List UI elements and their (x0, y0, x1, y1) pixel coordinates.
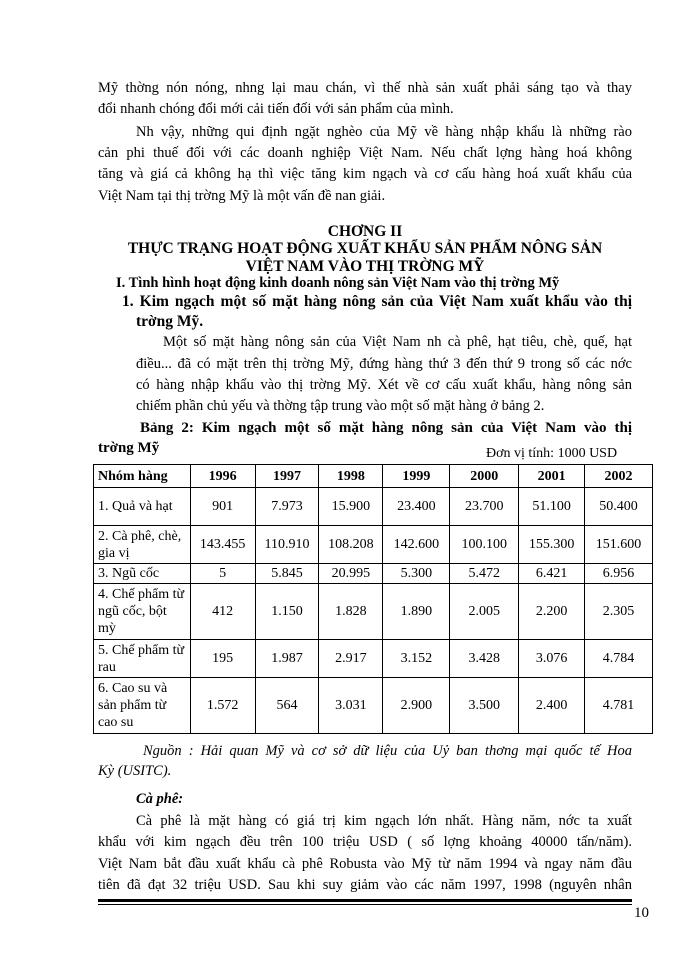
body-line: Cà phê là mặt hàng có giá trị kim ngạch lớn nhất. Hàng năm, nớc ta xuất (136, 813, 632, 829)
table-cell: 4.781 (585, 678, 653, 734)
body-line: khẩu với kim ngạch đều trên 100 triệu USD ( số lợng khoảng 40000 tấn/năm). (98, 834, 632, 850)
table-cell: 1.828 (319, 584, 383, 640)
table-cell: 6.421 (519, 564, 585, 584)
table-cell: 5 (190, 564, 255, 584)
table-header-cell: 2000 (450, 465, 519, 488)
table-header-cell: 1997 (255, 465, 319, 488)
table-caption: Bảng 2: Kim ngạch một số mặt hàng nông sản của Việt Nam vào thị (140, 420, 632, 436)
intro-line: Nh vậy, những qui định ngặt nghèo của Mỹ về hàng nhập khẩu là những rào (136, 124, 632, 140)
table-row (94, 584, 653, 640)
table-cell: 2.305 (585, 584, 653, 640)
source-note: Kỳ (USITC). (98, 763, 172, 779)
table-cell: 2.400 (519, 678, 585, 734)
row-label: 4. Chế phẩm từ ngũ cốc, bột mỳ (94, 584, 191, 640)
page-number: 10 (634, 905, 649, 921)
table-cell: 901 (190, 488, 255, 526)
chapter-label: CHƠNG II (327, 223, 403, 240)
body-line: Việt Nam bắt đầu xuất khẩu cà phê Robusta vào Mỹ từ năm 1994 và ngay năm đầu (98, 856, 632, 872)
table-header-cell: 1996 (190, 465, 255, 488)
table-cell: 143.455 (190, 526, 255, 564)
table-cell: 51.100 (519, 488, 585, 526)
table-header-cell: 1998 (319, 465, 383, 488)
footer-rule (98, 899, 632, 902)
table-cell: 155.300 (519, 526, 585, 564)
table-row (94, 526, 653, 564)
table-row (94, 678, 653, 734)
chapter-title: VIỆT NAM VÀO THỊ TRỜNG MỸ (245, 258, 485, 275)
export-table (93, 464, 653, 734)
table-cell: 3.500 (450, 678, 519, 734)
table-cell: 7.973 (255, 488, 319, 526)
body-line: điều... đã có mặt trên thị trờng Mỹ, đứng hàng thứ 3 đến thứ 9 trong số các nớc (136, 356, 632, 372)
table-cell: 195 (190, 640, 255, 678)
table-header-cell: 1999 (383, 465, 450, 488)
section-heading: I. Tình hình hoạt động kinh doanh nông sản Việt Nam vào thị trờng Mỹ (116, 275, 560, 291)
source-note: Nguồn : Hải quan Mỹ và cơ sở dữ liệu của Uỷ ban thơng mại quốc tế Hoa (143, 743, 632, 759)
table-cell: 1.572 (190, 678, 255, 734)
intro-line: đổi nhanh chóng đổi mới cải tiến đối với sản phẩm của mình. (98, 101, 454, 117)
table-cell: 2.200 (519, 584, 585, 640)
table-cell: 3.428 (450, 640, 519, 678)
table-cell: 412 (190, 584, 255, 640)
table-header-cell: Nhóm hàng (94, 465, 191, 488)
row-label: 3. Ngũ cốc (94, 564, 191, 584)
table-cell: 151.600 (585, 526, 653, 564)
body-line: tiên đã đạt 32 triệu USD. Sau khi suy giảm vào các năm 1997, 1998 (nguyên nhân (98, 877, 632, 893)
table-cell: 5.845 (255, 564, 319, 584)
table-cell: 23.400 (383, 488, 450, 526)
body-line: chiếm phần chủ yếu và thờng tập trung vào một số mặt hàng ở bảng 2. (136, 398, 545, 414)
table-cell: 1.987 (255, 640, 319, 678)
table-cell: 3.031 (319, 678, 383, 734)
table-header-cell: 2002 (585, 465, 653, 488)
table-cell: 5.300 (383, 564, 450, 584)
footer-rule (98, 904, 632, 905)
table-cell: 4.784 (585, 640, 653, 678)
table-cell: 50.400 (585, 488, 653, 526)
table-cell: 2.900 (383, 678, 450, 734)
table-cell: 564 (255, 678, 319, 734)
coffee-heading: Cà phê: (136, 791, 184, 807)
row-label: 5. Chế phẩm từ rau (94, 640, 191, 678)
table-cell: 2.005 (450, 584, 519, 640)
table-cell: 100.100 (450, 526, 519, 564)
chapter-title: THỰC TRẠNG HOẠT ĐỘNG XUẤT KHẨU SẢN PHẨM NÔNG SẢN (127, 240, 603, 257)
table-cell: 6.956 (585, 564, 653, 584)
body-line: có hàng nhập khẩu vào thị trờng Mỹ. Xét về cơ cấu xuất khẩu, hàng nông sản (136, 377, 632, 393)
intro-line: cản phi thuế đối với các doanh nghiệp Việt Nam. Nếu chất lợng hàng hoá không (98, 145, 632, 161)
table-row (94, 488, 653, 526)
table-cell: 1.890 (383, 584, 450, 640)
table-cell: 5.472 (450, 564, 519, 584)
intro-line: tăng và giá cả không hạ thì việc tăng kim ngạch và cơ cấu hàng hoá xuất khẩu của (98, 166, 632, 182)
table-cell: 3.076 (519, 640, 585, 678)
row-label: 2. Cà phê, chè, gia vị (94, 526, 191, 564)
table-cell: 15.900 (319, 488, 383, 526)
body-line: Một số mặt hàng nông sản của Việt Nam nh cà phê, hạt tiêu, chè, quế, hạt (163, 334, 632, 350)
table-cell: 142.600 (383, 526, 450, 564)
table-cell: 20.995 (319, 564, 383, 584)
subsection-heading: 1. Kim ngạch một số mặt hàng nông sản của Việt Nam xuất khẩu vào thị (122, 293, 632, 310)
row-label: 6. Cao su và sản phẩm từ cao su (94, 678, 191, 734)
table-header-cell: 2001 (519, 465, 585, 488)
intro-line: Việt Nam tại thị trờng Mỹ là một vấn đề nan giải. (98, 188, 386, 204)
table-cell: 110.910 (255, 526, 319, 564)
intro-line: Mỹ thờng nón nóng, nhng lại mau chán, vì thế nhà sản xuất phải sáng tạo và thay (98, 80, 632, 96)
unit-label: Đơn vị tính: 1000 USD (486, 446, 618, 461)
table-cell: 23.700 (450, 488, 519, 526)
table-header-row (94, 465, 653, 488)
table-cell: 3.152 (383, 640, 450, 678)
row-label: 1. Quả và hạt (94, 488, 191, 526)
table-cell: 1.150 (255, 584, 319, 640)
table-row (94, 640, 653, 678)
subsection-heading: trờng Mỹ. (136, 313, 204, 330)
table-cell: 108.208 (319, 526, 383, 564)
table-cell: 2.917 (319, 640, 383, 678)
table-caption: trờng Mỹ (98, 440, 160, 456)
table-row (94, 564, 653, 584)
